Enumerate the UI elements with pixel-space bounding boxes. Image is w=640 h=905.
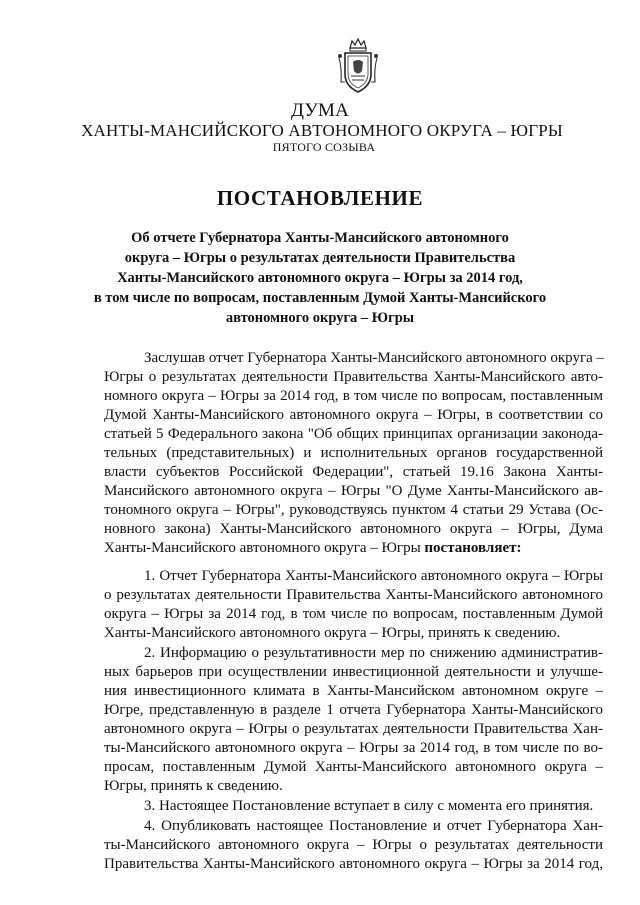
item-line: округа – Югры за 2014 год, в том числе по вопросам, поставленным Думой xyxy=(104,606,603,622)
item-line: 3. Настоящее Постановление вступает в силу с момента его принятия. xyxy=(144,798,594,814)
preamble-line: Думой Ханты-Мансийского автономного округа – Югры, в соответствии со xyxy=(104,407,603,423)
item-line: 4. Опубликовать настоящее Постановление и отчет Губернатора Хан- xyxy=(144,818,603,834)
subject-line: автономного округа – Югры xyxy=(225,310,415,326)
preamble-text: Ханты-Мансийского автономного округа – Югры xyxy=(104,540,421,556)
item-line: ты-Мансийского автономного округа – Югры о результатах деятельности xyxy=(104,837,603,853)
preamble-line: новного закона) Ханты-Мансийского автономного округа – Югры, Дума xyxy=(104,521,603,537)
document-subject xyxy=(0,228,640,328)
preamble-line: тономного округа – Югры", руководствуясь пунктом 4 статьи 29 Устава (Ос- xyxy=(104,502,603,518)
convocation: ПЯТОГО СОЗЫВА xyxy=(272,140,376,154)
item-line: Югры, принять к сведению. xyxy=(104,778,283,794)
item-line: о результатах деятельности Правительства Ханты-Мансийского автономного xyxy=(104,587,603,603)
preamble-last-line xyxy=(104,539,603,558)
resolves-keyword: постановляет: xyxy=(424,540,522,556)
item-line: 2. Информацию о результативности мер по снижению административ- xyxy=(144,645,603,661)
preamble-line: власти субъектов Российской Федерации", статьей 19.16 Закона Ханты- xyxy=(104,464,603,480)
preamble-line: статьей 5 Федерального закона "Об общих принципах организации законода- xyxy=(104,426,603,442)
okrug-name: ХАНТЫ-МАНСИЙСКОГО АВТОНОМНОГО ОКРУГА – ЮГРЫ xyxy=(81,121,563,140)
document-type-title: ПОСТАНОВЛЕНИЕ xyxy=(216,186,424,210)
item-line: 1. Отчет Губернатора Ханты-Мансийского автономного округа – Югры xyxy=(144,568,603,584)
item-line: Ханты-Мансийского автономного округа – Югры, принять к сведению. xyxy=(104,625,561,641)
issuing-body: ДУМА xyxy=(290,100,350,121)
preamble-line: Заслушав отчет Губернатора Ханты-Мансийского автономного округа – xyxy=(144,350,605,366)
item-line: ты-Мансийского автономного округа – Югры за 2014 год, в том числе по во- xyxy=(104,740,603,756)
item-line: Югре, представленную в разделе 1 отчета Губернатора Ханты-Мансийского xyxy=(104,702,603,718)
preamble-line: Югры о результатах деятельности Правительства Ханты-Мансийского авто- xyxy=(104,369,603,385)
subject-line: округа – Югры о результатах деятельности Правительства xyxy=(124,250,516,266)
item-line: ных барьеров при осуществлении инвестиционной деятельности и улучше- xyxy=(104,664,603,680)
subject-line: Об отчете Губернатора Ханты-Мансийского автономного xyxy=(131,230,509,246)
item-line: просам, поставленным Думой Ханты-Мансийского автономного округа – xyxy=(104,759,603,775)
coat-of-arms-emblem xyxy=(336,38,380,96)
item-line: Правительства Ханты-Мансийского автономного округа – Югры за 2014 год, xyxy=(104,856,603,872)
item-line: автономного округа – Югры о результатах деятельности Правительства Хан- xyxy=(104,721,603,737)
preamble-line: тельных (представительных) и исполнительных органов государственной xyxy=(104,445,603,461)
subject-line: Ханты-Мансийского автономного округа – Югры за 2014 год, xyxy=(117,270,523,286)
item-line: ния инвестиционного климата в Ханты-Мансийском автономном округе – xyxy=(104,683,603,699)
preamble-line: номного округа – Югры за 2014 год, в том числе по вопросам, поставленным xyxy=(104,388,603,404)
subject-line: в том числе по вопросам, поставленным Думой Ханты-Мансийского xyxy=(93,290,547,306)
preamble-line: Мансийского автономного округа – Югры "О Думе Ханты-Мансийского ав- xyxy=(104,483,603,499)
